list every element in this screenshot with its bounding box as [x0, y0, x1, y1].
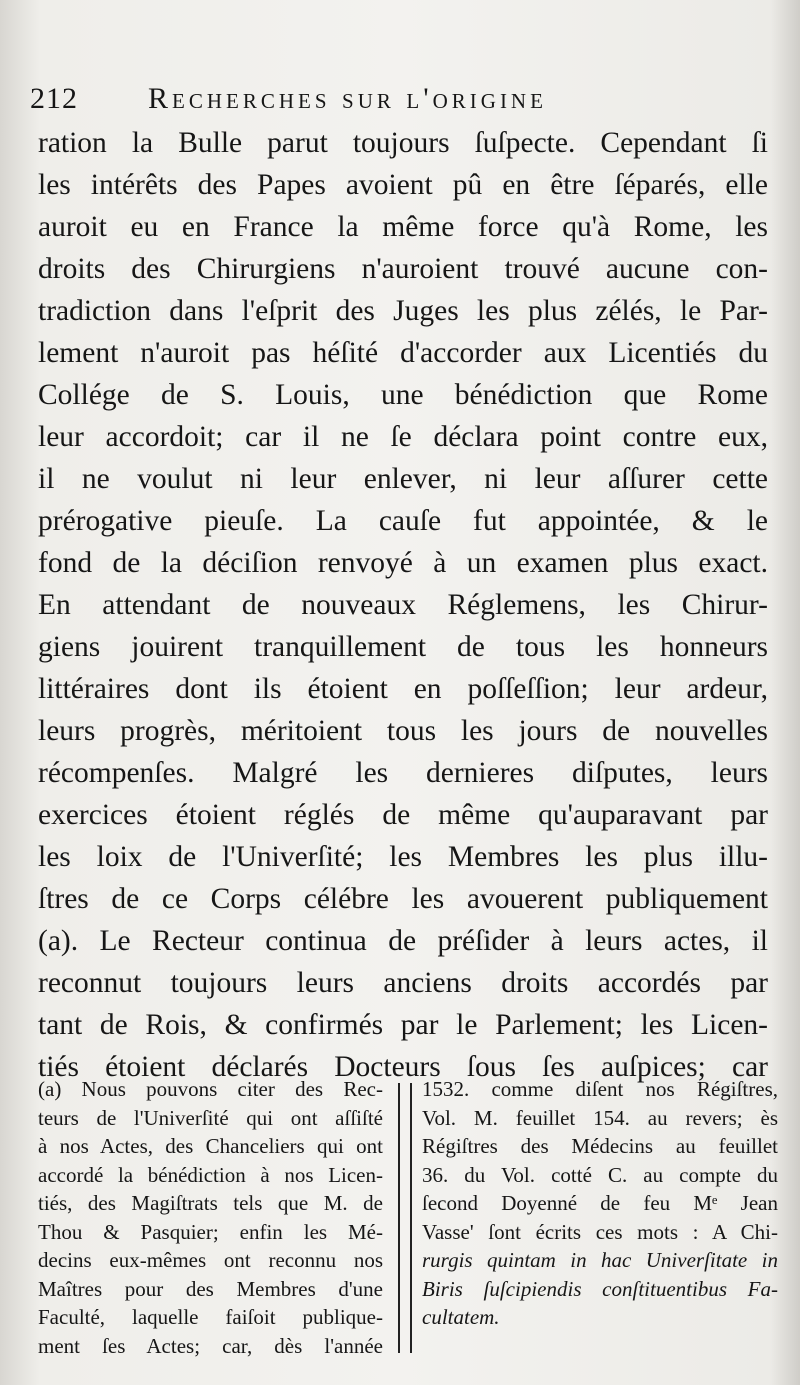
text-line: les loix de l'Univerſité; les Membres les plus illu- [38, 841, 768, 873]
text-line: reconnut toujours leurs anciens droits accordés par [38, 967, 768, 999]
footnote-line: decins eux-mêmes ont reconnu nos [38, 1248, 383, 1272]
footnote-line: accordé la bénédiction à nos Licen- [38, 1162, 383, 1187]
footnote-line: ment ſes Actes; car, dès l'année [38, 1333, 383, 1358]
footnote-line: (a) Nous pouvons citer des Rec- [38, 1077, 383, 1101]
footnote-line: 36. du Vol. cotté C. au compte du [422, 1162, 778, 1187]
text-line: fond de la déciſion renvoyé à un examen plus exact. [38, 547, 768, 579]
text-line: tradiction dans l'eſprit des Juges les plus zélés, le Par- [38, 295, 768, 327]
footnote-line: tiés, des Magiſtrats tels que M. de [38, 1191, 383, 1215]
text-line: exercices étoient réglés de même qu'auparavant par [38, 799, 768, 831]
text-line: (a). Le Recteur continua de préſider à leurs actes, il [38, 925, 768, 957]
text-line: récompenſes. Malgré les dernieres diſputes, leurs [38, 757, 768, 789]
text-line: tant de Rois, & confirmés par le Parlement; les Licen- [38, 1009, 768, 1041]
text-line: En attendant de nouveaux Réglemens, les Chirur- [38, 589, 768, 621]
text-line: ration la Bulle parut toujours ſuſpecte. Cependant ſi [38, 127, 768, 159]
running-title: Recherches sur l'origine [148, 82, 547, 115]
footnote-line: teurs de l'Univerſité qui ont aſſiſté [38, 1105, 383, 1130]
text-line: littéraires dont ils étoient en poſſeſſion; leur ardeur, [38, 673, 768, 705]
footnote-line: Faculté, laquelle faiſoit publique- [38, 1305, 383, 1329]
text-line: auroit eu en France la même force qu'à Rome, les [38, 211, 768, 243]
text-line: ſtres de ce Corps célébre les avouerent publiquement [38, 883, 768, 915]
footnote-line: Thou & Pasquier; enfin les Mé- [38, 1219, 383, 1244]
footnote-line: Maîtres pour des Membres d'une [38, 1276, 383, 1301]
footnote-line: Vasse' ſont écrits ces mots : A Chi- [422, 1219, 778, 1244]
text-line: leurs progrès, méritoient tous les jours de nouvelles [38, 715, 768, 747]
footnote-right-column [422, 1075, 778, 1332]
text-line: droits des Chirurgiens n'auroient trouvé aucune con- [38, 253, 768, 285]
footnote-line: Régiſtres des Médecins au feuillet [422, 1134, 778, 1158]
footnote-line: cultatem. [422, 1305, 500, 1329]
footnote-line: 1532. comme diſent nos Régiſtres, [422, 1077, 778, 1101]
text-line: il ne voulut ni leur enlever, ni leur aſſurer cette [38, 463, 768, 495]
page-header [30, 82, 780, 122]
text-line: lement n'auroit pas héſité d'accorder aux Licentiés du [38, 337, 768, 369]
footnote-block [38, 1075, 778, 1375]
footnote-line: Biris ſuſcipiendis conſtituentibus Fa- [422, 1276, 778, 1301]
text-line: leur accordoit; car il ne ſe déclara point contre eux, [38, 421, 768, 453]
column-divider [398, 1083, 412, 1353]
text-line: les intérêts des Papes avoient pû en être ſéparés, elle [38, 169, 768, 201]
footnote-line: rurgis quintam in hac Univerſitate in [422, 1248, 778, 1272]
text-line: prérogative pieuſe. La cauſe fut appointée, & le [38, 505, 768, 537]
text-line: giens jouirent tranquillement de tous les honneurs [38, 631, 768, 663]
footnote-line: ſecond Doyenné de feu Mᵉ Jean [422, 1191, 778, 1215]
footnote-line: à nos Actes, des Chanceliers qui ont [38, 1134, 383, 1158]
text-line: tiés étoient déclarés Docteurs ſous ſes auſpices; car [38, 1051, 768, 1083]
footnote-left-column [38, 1075, 383, 1360]
text-line: Collége de S. Louis, une bénédiction que Rome [38, 379, 768, 411]
footnote-line: Vol. M. feuillet 154. au revers; ès [422, 1105, 778, 1130]
page-number: 212 [30, 82, 78, 115]
body-text [38, 122, 768, 1088]
